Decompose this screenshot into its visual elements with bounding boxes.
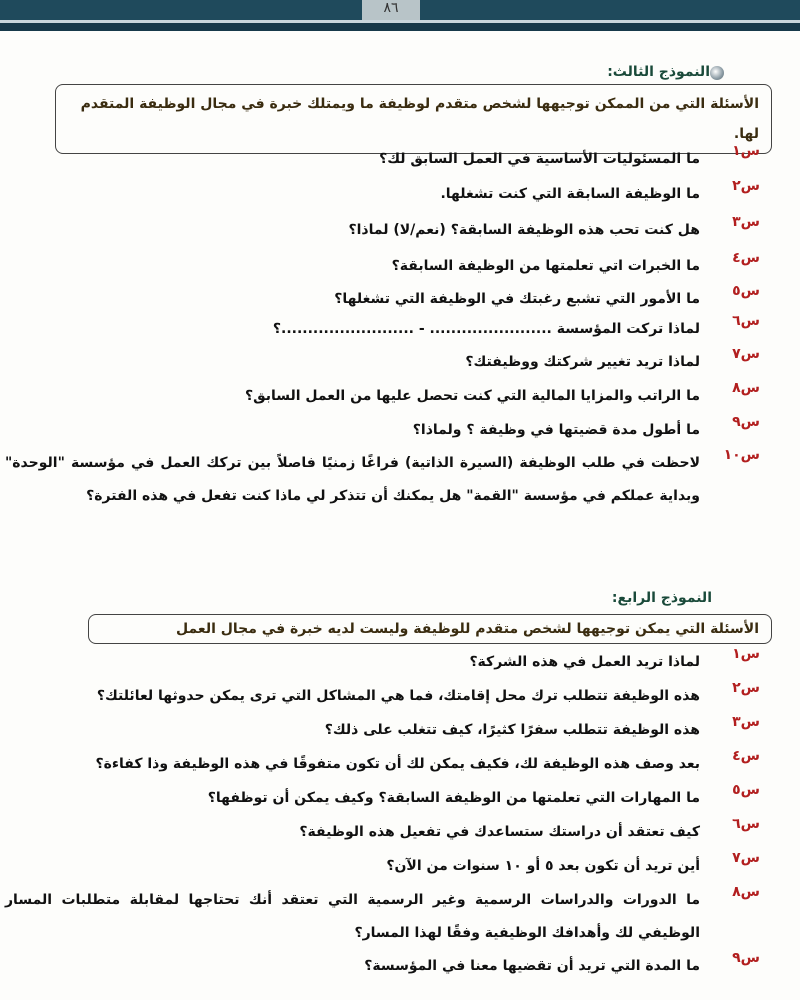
model3-intro: الأسئلة التي من الممكن توجيهها لشخص متقدم لوظيفة ما ويمتلك خبرة في مجال الوظيفة المتقدم لها. — [55, 84, 772, 154]
model4-intro: الأسئلة التي يمكن توجيهها لشخص متقدم للوظيفة وليست لديه خبرة في مجال العمل — [88, 614, 772, 644]
question-item — [5, 748, 760, 781]
question-item — [5, 143, 760, 176]
question-text: ما المسئوليات الأساسية في العمل السابق لك؟ — [379, 151, 700, 167]
question-label: س٤ — [732, 250, 760, 266]
question-item — [5, 346, 760, 379]
question-text: ما المهارات التي تعلمتها من الوظيفة السابقة؟ وكيف يمكن أن توظفها؟ — [207, 790, 700, 806]
question-item — [5, 250, 760, 283]
question-item — [5, 950, 760, 983]
question-item — [5, 380, 760, 413]
question-label: س٧ — [732, 850, 760, 866]
question-item — [5, 414, 760, 447]
question-label: س٦ — [732, 313, 760, 329]
question-item — [5, 680, 760, 713]
question-item — [5, 782, 760, 815]
question-label: س٥ — [732, 782, 760, 798]
question-text: ما الراتب والمزايا المالية التي كنت تحصل عليها من العمل السابق؟ — [244, 388, 700, 404]
question-text: ما الوظيفة السابقة التي كنت تشغلها. — [440, 186, 700, 202]
question-label: س٣ — [732, 214, 760, 230]
question-item — [5, 884, 760, 950]
question-item — [5, 313, 760, 346]
question-text: هذه الوظيفة تتطلب سفرًا كثيرًا، كيف تتغلب على ذلك؟ — [324, 722, 700, 738]
model3-title: النموذج الثالث: — [607, 64, 710, 80]
question-item — [5, 283, 760, 316]
question-text: لماذا تريد العمل في هذه الشركة؟ — [469, 654, 700, 670]
question-label: س٩ — [732, 414, 760, 430]
page-number: ٨٦ — [362, 0, 420, 20]
question-text: ما الدورات والدراسات الرسمية وغير الرسمية التي تعتقد أنك تحتاجها لمقابلة متطلبات المسار الوظيفي لك وأهدافك الوظيفية وفقًا لهذا المسار؟ — [5, 892, 700, 941]
question-text: ما المدة التي تريد أن تقضيها معنا في المؤسسة؟ — [364, 958, 700, 974]
question-label: س١٠ — [723, 447, 760, 463]
question-label: س١ — [732, 143, 760, 159]
question-text: ما أطول مدة قضيتها في وظيفة ؟ ولماذا؟ — [412, 422, 700, 438]
question-item — [5, 447, 760, 547]
question-text: ما الأمور التي تشبع رغبتك في الوظيفة التي تشغلها؟ — [334, 291, 700, 307]
question-item — [5, 714, 760, 747]
question-text: بعد وصف هذه الوظيفة لك، فكيف يمكن لك أن تكون متفوقًا في هذه الوظيفة وذا كفاءة؟ — [95, 756, 700, 772]
question-label: س٨ — [732, 380, 760, 396]
question-text: لماذا تركت المؤسسة ....................... - .........................؟ — [272, 321, 700, 337]
question-item — [5, 214, 760, 247]
question-text: ما الخبرات اتي تعلمتها من الوظيفة السابقة؟ — [391, 258, 700, 274]
question-item — [5, 178, 760, 211]
header-band-lower — [0, 23, 800, 31]
question-label: س٨ — [732, 884, 760, 900]
question-label: س٢ — [732, 680, 760, 696]
question-text: هل كنت تحب هذه الوظيفة السابقة؟ (نعم/لا) لماذا؟ — [348, 222, 700, 238]
question-label: س١ — [732, 646, 760, 662]
question-label: س٦ — [732, 816, 760, 832]
question-label: س٥ — [732, 283, 760, 299]
question-label: س٣ — [732, 714, 760, 730]
question-item — [5, 816, 760, 849]
question-label: س٧ — [732, 346, 760, 362]
bullet-icon — [710, 66, 724, 80]
question-text: كيف تعتقد أن دراستك ستساعدك في تفعيل هذه الوظيفة؟ — [299, 824, 700, 840]
question-item — [5, 850, 760, 883]
question-text: لاحظت في طلب الوظيفة (السيرة الذاتية) فراغًا زمنيًا فاصلاً بين تركك العمل في مؤسسة "الوحدة" وبداية عملكم في مؤسسة "القمة" هل يمكنك أن تتذكر لي ماذا كنت تفعل في هذه الفترة؟ — [5, 455, 700, 504]
model4-title: النموذج الرابع: — [611, 590, 712, 606]
question-text: هذه الوظيفة تتطلب ترك محل إقامتك، فما هي المشاكل التي ترى يمكن حدوثها لعائلتك؟ — [96, 688, 700, 704]
question-item — [5, 646, 760, 679]
question-label: س٢ — [732, 178, 760, 194]
question-label: س٩ — [732, 950, 760, 966]
question-text: لماذا تريد تغيير شركتك ووظيفتك؟ — [465, 354, 700, 370]
question-text: أين تريد أن تكون بعد ٥ أو ١٠ سنوات من الآن؟ — [386, 858, 700, 874]
question-label: س٤ — [732, 748, 760, 764]
